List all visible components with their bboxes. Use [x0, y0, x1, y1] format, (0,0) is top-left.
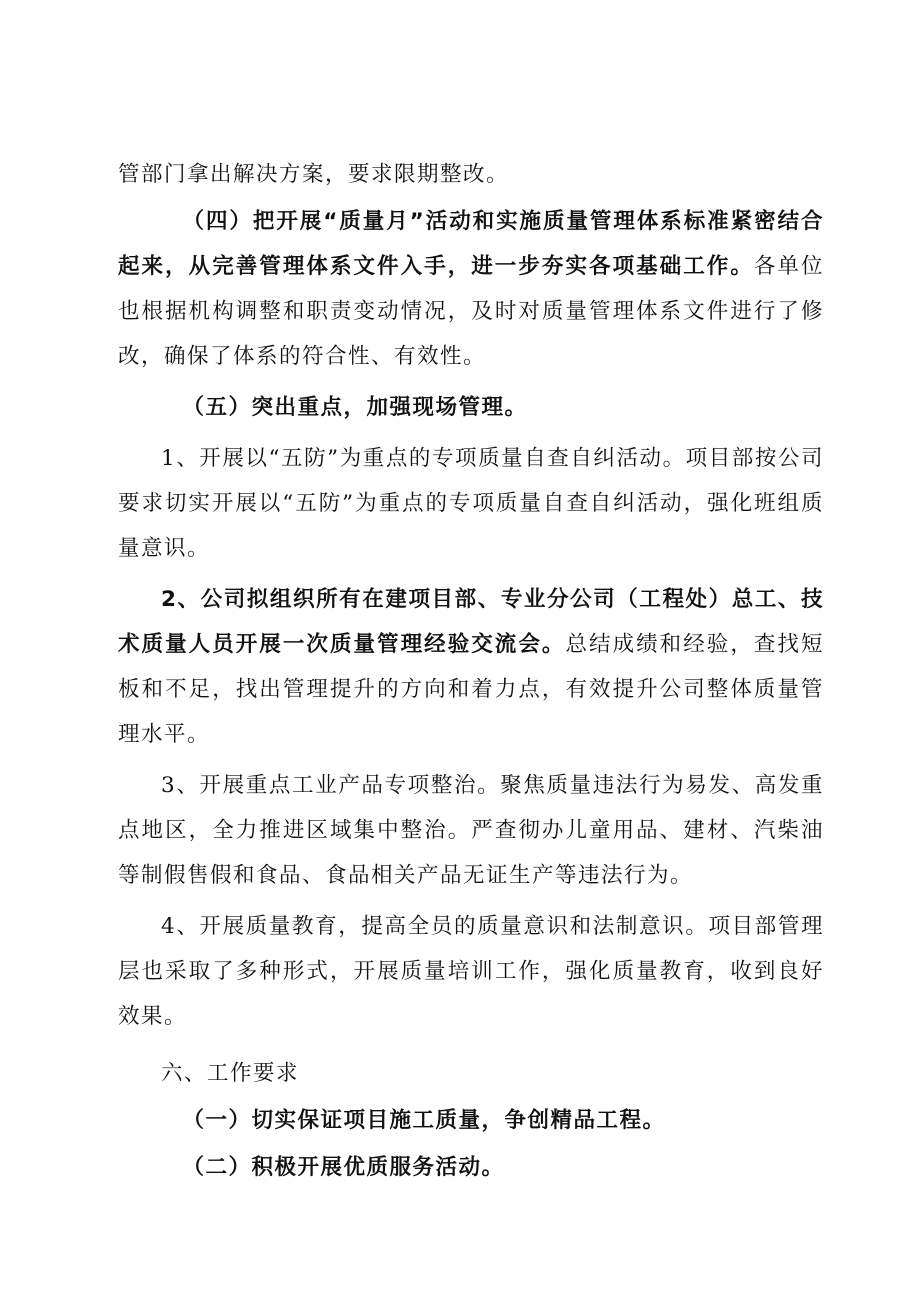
subheading-text: （二）积极开展优质服务活动。 [182, 1155, 505, 1180]
paragraph-text: 总结成绩和经验，查找短板和不足，找出管理提升的方向和着力点，有效提升公司整体质量管理水平。 [118, 632, 824, 747]
paragraph-text: 1、开展以“五防”为重点的专项质量自查自纠活动。项目部按公司要求切实开展以“五防”为重点的专项质量自查自纠活动，强化班组质量意识。 [118, 446, 824, 561]
paragraph-continuation [118, 152, 824, 197]
paragraph-text: 管部门拿出解决方案，要求限期整改。 [118, 162, 510, 187]
paragraph-text: 各单位也根据机构调整和职责变动情况，及时对质量管理体系文件进行了修改，确保了体系的符合性、有效性。 [118, 254, 824, 369]
paragraph-section-four [118, 199, 824, 379]
section-heading-text: 六、工作要求 [161, 1061, 300, 1086]
subheading-text: （一）切实保证项目施工质量，争创精品工程。 [182, 1108, 666, 1133]
section-heading-six [118, 1051, 824, 1096]
section-heading-text: （五）突出重点，加强现场管理。 [182, 395, 528, 420]
document-body [118, 152, 824, 1190]
subheading-one [118, 1098, 824, 1143]
section-heading-four: （四）把开展“质量月”活动和实施质量管理体系标准紧密结合起来，从完善管理体系文件入手，进一步夯实各项基础工作。 [118, 209, 824, 279]
paragraph-text: 4、开展质量教育，提高全员的质量意识和法制意识。项目部管理层也采取了多种形式，开展质量培训工作，强化质量教育，收到良好效果。 [118, 914, 824, 1029]
subheading-two [118, 1145, 824, 1190]
paragraph-item-two [118, 577, 824, 757]
paragraph-item-one [118, 436, 824, 571]
section-heading-five [118, 385, 824, 430]
paragraph-item-four [118, 904, 824, 1039]
paragraph-text: 3、开展重点工业产品专项整治。聚焦质量违法行为易发、高发重点地区，全力推进区域集中整治。严查彻办儿童用品、建材、汽柴油等制假售假和食品、食品相关产品无证生产等违法行为。 [118, 773, 824, 888]
paragraph-item-three [118, 763, 824, 898]
item-two-heading: 2、公司拟组织所有在建项目部、专业分公司（工程处）总工、技术质量人员开展一次质量管理经验交流会。 [118, 587, 824, 657]
